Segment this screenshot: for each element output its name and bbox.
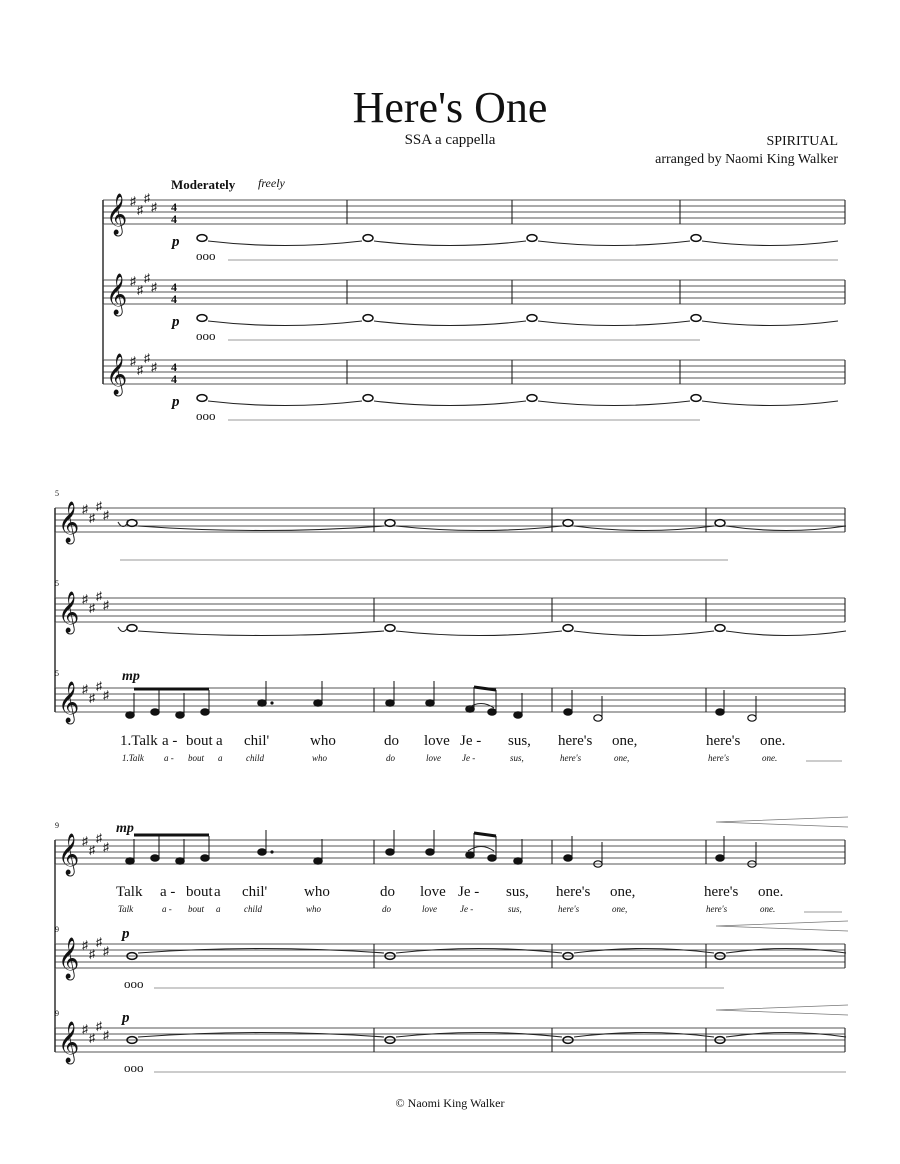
lyric-alt-word: one,	[614, 753, 630, 763]
system1-tie	[538, 241, 690, 246]
system3-tie	[138, 1033, 384, 1038]
expression-marking: freely	[258, 176, 285, 190]
system1-staff3-treble-clef: 𝄞	[106, 354, 128, 394]
system1-whole-note	[527, 395, 537, 402]
lyric-alt-word: do	[386, 753, 395, 763]
system1-tie	[374, 401, 526, 406]
system1-staff2-treble-clef: 𝄞	[106, 274, 128, 314]
lyric-alt-word: Je -	[462, 753, 476, 763]
lyric-alt-word: 1.Talk	[122, 753, 144, 763]
system3-tie	[396, 1033, 562, 1038]
system1-staff2-key-sharp: ♯	[151, 280, 157, 294]
system3-staff1-key-sharp: ♯	[82, 834, 88, 848]
slur	[468, 847, 494, 852]
lyric-alt-word: one.	[760, 904, 776, 914]
lyric-word: love	[420, 884, 446, 900]
system1-staff1-key-sharp: ♯	[144, 191, 150, 205]
system3-staff3-key-sharp: ♯	[96, 1019, 102, 1033]
lyric-word: bout	[186, 733, 213, 749]
melody-note	[151, 709, 159, 715]
lyric-alt-word: a -	[164, 753, 174, 763]
system1-staff2-time-top: 4	[171, 280, 177, 294]
melody-note	[201, 709, 209, 715]
system1-tie	[702, 321, 838, 326]
lyric-word: love	[424, 733, 450, 749]
system2-tie	[726, 631, 846, 636]
lyric-word: one,	[610, 884, 636, 900]
system2-staff1-key-sharp: ♯	[96, 499, 102, 513]
lyric-word: a -	[160, 884, 176, 900]
system3-tie	[726, 1033, 846, 1038]
system3-staff3-key-sharp: ♯	[89, 1031, 95, 1045]
lyric-word: here's	[558, 733, 593, 749]
dynamic-mezzo-piano: mp	[122, 669, 140, 684]
measure-number: 9	[55, 1009, 59, 1018]
system3-staff3-key-sharp: ♯	[103, 1028, 109, 1042]
measure-number: 5	[55, 669, 59, 678]
system2-staff2-key-sharp: ♯	[82, 592, 88, 606]
melody-note	[176, 712, 184, 718]
system1-staff1-key-sharp: ♯	[130, 194, 136, 208]
system3-tie	[574, 949, 714, 954]
lyric-word: who	[310, 733, 336, 749]
lyric-alt-word: a	[216, 904, 221, 914]
system2-staff3-key-sharp: ♯	[82, 682, 88, 696]
dynamic-piano: p	[172, 234, 180, 250]
score-title: Here's One	[352, 83, 548, 132]
dynamic-mezzo-piano: mp	[116, 821, 134, 836]
score-subtitle: SSA a cappella	[404, 132, 496, 148]
system2-staff1-treble-clef: 𝄞	[58, 502, 80, 542]
copyright-notice: © Naomi King Walker	[395, 1096, 505, 1110]
measure-number: 9	[55, 925, 59, 934]
lyric-word: here's	[556, 884, 591, 900]
lyric-ooo: ooo	[124, 976, 144, 991]
system2-whole-note	[385, 625, 395, 632]
system1-staff1-key-sharp: ♯	[151, 200, 157, 214]
system2-staff1-key-sharp: ♯	[103, 508, 109, 522]
system1-staff1-time-top: 4	[171, 200, 177, 214]
lyric-word: Je -	[460, 733, 482, 749]
lyric-ooo: ooo	[196, 248, 216, 263]
system1-tie	[538, 321, 690, 326]
crescendo-hairpin	[716, 817, 848, 827]
system2-whole-note	[715, 625, 725, 632]
lyric-word: a	[214, 884, 221, 900]
tempo-marking: Moderately	[171, 177, 236, 192]
dot	[270, 850, 273, 853]
crescendo-hairpin	[716, 1005, 848, 1015]
system1-whole-note	[363, 235, 373, 242]
system3-staff2-treble-clef: 𝄞	[58, 938, 80, 978]
system3-tie	[138, 949, 384, 954]
lyric-alt-word: Talk	[118, 904, 134, 914]
lyric-alt-word: Je -	[460, 904, 474, 914]
lyric-alt-word: love	[422, 904, 437, 914]
system2-staff2-key-sharp: ♯	[89, 601, 95, 615]
dynamic-piano: p	[172, 394, 180, 410]
measure-number: 5	[55, 489, 59, 498]
lyric-word: Je -	[458, 884, 480, 900]
lyric-word: do	[384, 733, 399, 749]
melody-note	[466, 852, 474, 858]
system1-staff3-key-sharp: ♯	[130, 354, 136, 368]
lyric-word: a	[216, 733, 223, 749]
system1-staff1-treble-clef: 𝄞	[106, 194, 128, 234]
crescendo-hairpin	[716, 921, 848, 931]
system1-tie	[208, 241, 362, 246]
system2-whole-note	[563, 520, 573, 527]
lyric-alt-word: do	[382, 904, 391, 914]
system2-tie	[574, 631, 714, 636]
system2-staff2-key-sharp: ♯	[96, 589, 102, 603]
melody-note	[594, 715, 602, 721]
lyric-alt-word: here's	[560, 753, 582, 763]
lyric-word: who	[304, 884, 330, 900]
system1-staff2-key-sharp: ♯	[130, 274, 136, 288]
melody-note	[564, 855, 572, 861]
lyric-ooo: ooo	[196, 408, 216, 423]
melody-note	[386, 849, 394, 855]
lyric-alt-word: bout	[188, 904, 205, 914]
system1-whole-note	[527, 315, 537, 322]
system3-staff1-treble-clef: 𝄞	[58, 834, 80, 874]
melody-note	[564, 709, 572, 715]
system1-staff2-key-sharp: ♯	[137, 283, 143, 297]
system3-staff1-key-sharp: ♯	[103, 840, 109, 854]
system2-staff2-key-sharp: ♯	[103, 598, 109, 612]
system2-tie	[574, 526, 714, 531]
melody-note	[514, 712, 522, 718]
system3-staff3-key-sharp: ♯	[82, 1022, 88, 1036]
dynamic-piano: p	[122, 1010, 130, 1026]
system1-tie	[208, 401, 362, 406]
lyric-word: chil'	[244, 733, 270, 749]
system2-staff3-treble-clef: 𝄞	[58, 682, 80, 722]
melody-note	[488, 709, 496, 715]
lyric-alt-word: sus,	[508, 904, 522, 914]
system3-tie	[574, 1033, 714, 1038]
system1-whole-note	[197, 235, 207, 242]
system1-staff2-time-bottom: 4	[171, 292, 177, 306]
lyric-word: sus,	[508, 733, 531, 749]
lyric-word: a -	[162, 733, 178, 749]
system1-whole-note	[197, 395, 207, 402]
melody-note	[514, 858, 522, 864]
system1-whole-note	[691, 235, 701, 242]
melody-note	[488, 855, 496, 861]
melody-note	[314, 700, 322, 706]
system1-tie	[374, 241, 526, 246]
system1-tie	[538, 401, 690, 406]
system1-whole-note	[197, 315, 207, 322]
system3-staff1-key-sharp: ♯	[96, 831, 102, 845]
lyric-alt-word: a	[218, 753, 223, 763]
eighth-beam	[474, 833, 496, 836]
system1-staff3-key-sharp: ♯	[151, 360, 157, 374]
lyric-word: sus,	[506, 884, 529, 900]
lyric-alt-word: here's	[706, 904, 728, 914]
system1-tie	[374, 321, 526, 326]
melody-note	[716, 709, 724, 715]
system3-staff2-key-sharp: ♯	[103, 944, 109, 958]
lyric-word: 1.Talk	[120, 733, 158, 749]
melody-note	[258, 849, 266, 855]
arranger-credit: arranged by Naomi King Walker	[655, 152, 838, 167]
system1-tie	[208, 321, 362, 326]
system2-staff3-key-sharp: ♯	[96, 679, 102, 693]
system2-tie	[138, 631, 384, 636]
lyric-alt-word: bout	[188, 753, 205, 763]
lyric-word: one,	[612, 733, 638, 749]
system2-tie	[396, 526, 562, 531]
system3-staff1-key-sharp: ♯	[89, 843, 95, 857]
system2-staff1-key-sharp: ♯	[89, 511, 95, 525]
lyric-word: one.	[758, 884, 784, 900]
system2-staff1-key-sharp: ♯	[82, 502, 88, 516]
melody-note	[426, 849, 434, 855]
lyric-alt-word: sus,	[510, 753, 524, 763]
system3-staff2-key-sharp: ♯	[82, 938, 88, 952]
system1-tie	[702, 241, 838, 246]
lyric-alt-word: who	[306, 904, 322, 914]
attribution: SPIRITUAL	[766, 134, 838, 149]
lyric-alt-word: here's	[708, 753, 730, 763]
lyric-alt-word: child	[244, 904, 262, 914]
lyric-alt-word: one.	[762, 753, 778, 763]
lyric-alt-word: love	[426, 753, 441, 763]
melody-note	[314, 858, 322, 864]
system2-tie	[396, 631, 562, 636]
system2-whole-note	[385, 520, 395, 527]
dynamic-piano: p	[122, 926, 130, 942]
lyric-word: do	[380, 884, 395, 900]
system1-whole-note	[527, 235, 537, 242]
melody-note	[126, 712, 134, 718]
system1-staff3-time-top: 4	[171, 360, 177, 374]
melody-note	[176, 858, 184, 864]
system1-whole-note	[363, 315, 373, 322]
lyric-alt-word: here's	[558, 904, 580, 914]
system3-staff2-key-sharp: ♯	[89, 947, 95, 961]
system2-tie	[726, 526, 846, 531]
system1-staff3-key-sharp: ♯	[137, 363, 143, 377]
lyric-alt-word: one,	[612, 904, 628, 914]
melody-note	[426, 700, 434, 706]
measure-number: 5	[55, 579, 59, 588]
lyric-word: here's	[704, 884, 739, 900]
system3-staff2-key-sharp: ♯	[96, 935, 102, 949]
system2-staff3-key-sharp: ♯	[103, 688, 109, 702]
system2-whole-note	[715, 520, 725, 527]
system1-staff3-time-bottom: 4	[171, 372, 177, 386]
system2-tie	[138, 526, 384, 531]
melody-note	[386, 700, 394, 706]
melody-note	[126, 858, 134, 864]
melody-note	[258, 700, 266, 706]
lyric-word: chil'	[242, 884, 268, 900]
lyric-ooo: ooo	[124, 1060, 144, 1075]
system2-staff2-treble-clef: 𝄞	[58, 592, 80, 632]
measure-number: 9	[55, 821, 59, 830]
eighth-beam	[474, 687, 496, 690]
system1-staff3-key-sharp: ♯	[144, 351, 150, 365]
system1-staff1-time-bottom: 4	[171, 212, 177, 226]
lyric-word: here's	[706, 733, 741, 749]
lyric-alt-word: a -	[162, 904, 172, 914]
lyric-ooo: ooo	[196, 328, 216, 343]
melody-note	[151, 855, 159, 861]
dot	[270, 701, 273, 704]
system1-whole-note	[691, 395, 701, 402]
melody-note	[748, 715, 756, 721]
system1-staff1-key-sharp: ♯	[137, 203, 143, 217]
lyric-word: one.	[760, 733, 786, 749]
lyric-word: Talk	[116, 884, 143, 900]
system1-staff2-key-sharp: ♯	[144, 271, 150, 285]
system2-whole-note	[563, 625, 573, 632]
system3-tie	[726, 949, 846, 954]
lyric-alt-word: child	[246, 753, 264, 763]
melody-note	[201, 855, 209, 861]
system1-whole-note	[691, 315, 701, 322]
system2-whole-note	[127, 520, 137, 527]
system1-tie	[702, 401, 838, 406]
lyric-word: bout	[186, 884, 213, 900]
lyric-alt-word: who	[312, 753, 328, 763]
system2-whole-note	[127, 625, 137, 632]
system3-staff3-treble-clef: 𝄞	[58, 1022, 80, 1062]
system2-staff3-key-sharp: ♯	[89, 691, 95, 705]
dynamic-piano: p	[172, 314, 180, 330]
melody-note	[716, 855, 724, 861]
system1-whole-note	[363, 395, 373, 402]
system3-tie	[396, 949, 562, 954]
